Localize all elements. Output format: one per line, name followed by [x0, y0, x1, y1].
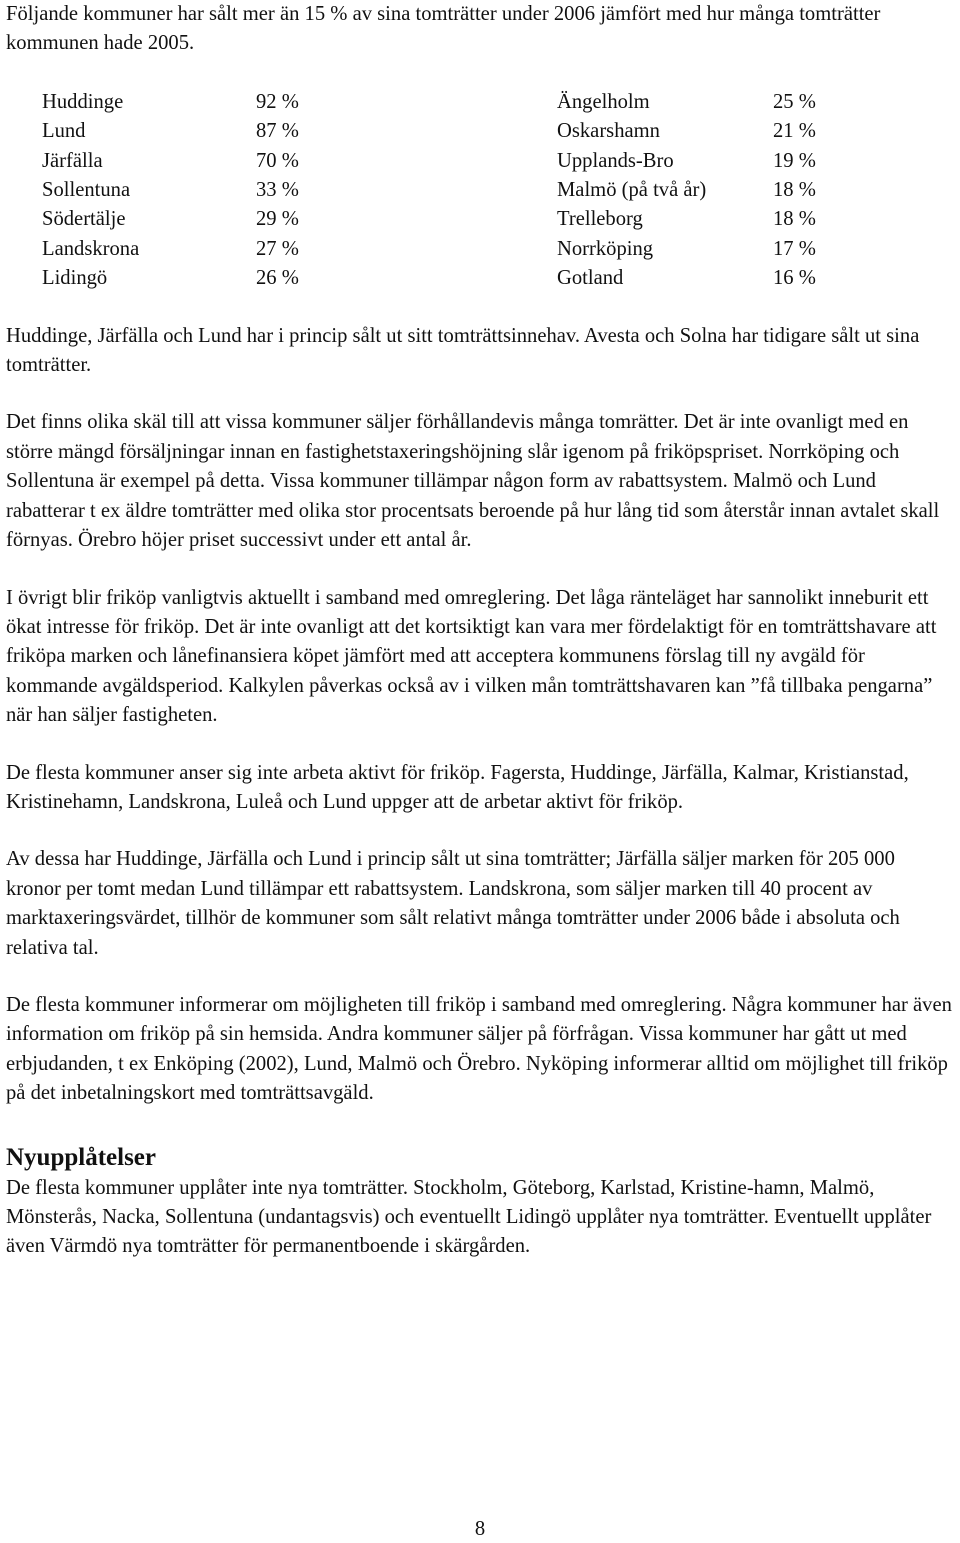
sold-percentage: 25 % — [773, 90, 816, 113]
table-row — [42, 205, 853, 234]
municipality-name: Trelleborg — [557, 208, 643, 231]
body-paragraph: De flesta kommuner anser sig inte arbeta aktivt för friköp. Fagersta, Huddinge, Järfälla, Kalmar, Kristianstad, Kristinehamn, Landskrona, Luleå och Lund uppger att de arbetar aktivt för friköp. — [6, 761, 909, 813]
page-number: 8 — [474, 1518, 486, 1540]
table-row — [42, 147, 853, 176]
sold-percentage: 33 % — [256, 179, 299, 202]
section-heading: Nyupplåtelser — [6, 1143, 156, 1171]
table-row — [42, 88, 853, 117]
sold-percentage: 92 % — [256, 90, 299, 113]
sold-percentage: 19 % — [773, 149, 816, 172]
body-paragraph: I övrigt blir friköp vanligtvis aktuellt i samband med omreglering. Det låga ränteläget har sannolikt inneburit ett ökat intresse för friköp. Det är inte ovanligt att det kortsiktigt kan vara mer fördelaktigt för en tomträttshavare att friköpa marken och lånefinansiera köpet jämfört med att acceptera kommunens förslag till ny avgäld för kommande avgäldsperiod. Kalkylen påverkas också av i vilken mån tomträttshavaren kan ”få tillbaka pengarna” när han säljer fastigheten. — [6, 586, 937, 727]
municipality-name: Järfälla — [42, 149, 103, 172]
municipality-name: Norrköping — [557, 237, 654, 260]
intro-paragraph: Följande kommuner har sålt mer än 15 % av sina tomträtter under 2006 jämfört med hur många tomträtter kommunen hade 2005. — [6, 3, 881, 55]
document-page — [6, 0, 952, 1262]
municipality-name: Malmö (på två år) — [557, 179, 707, 202]
municipality-name: Huddinge — [42, 90, 124, 113]
table-row — [42, 176, 853, 205]
sold-percentage: 70 % — [256, 149, 299, 172]
sold-percentage: 27 % — [256, 237, 299, 260]
table-row — [42, 235, 853, 264]
body-paragraph: Huddinge, Järfälla och Lund har i princip sålt ut sitt tomträttsinnehav. Avesta och Solna har tidigare sålt ut sina tomträtter. — [6, 324, 920, 377]
municipality-name: Södertälje — [42, 208, 126, 231]
sold-percentage: 17 % — [773, 237, 816, 260]
sold-percentage: 16 % — [773, 267, 816, 290]
sold-percentage: 26 % — [256, 267, 299, 290]
sold-percentage: 18 % — [773, 208, 816, 231]
municipality-name: Gotland — [557, 267, 624, 290]
municipality-name: Lund — [42, 120, 86, 143]
section-paragraph: De flesta kommuner upplåter inte nya tomträtter. Stockholm, Göteborg, Karlstad, Kristine-hamn, Malmö, Mönsterås, Nacka, Sollentuna (undantagsvis) och eventuellt Lidingö upplåter nya tomträtter. Eventuellt upplåter även Värmdö nya tomträtter för permanentboende i skärgården. — [6, 1176, 932, 1258]
sold-percentage: 21 % — [773, 120, 816, 143]
municipality-name: Landskrona — [42, 237, 140, 260]
body-paragraph: De flesta kommuner informerar om möjligheten till friköp i samband med omreglering. Några kommuner har även information om friköp på sin hemsida. Andra kommuner säljer på förfrågan. Vissa kommuner har gått ut med erbjudanden, t ex Enköping (2002), Lund, Malmö och Örebro. Nyköping informerar alltid om möjlighet till friköp på det inbetalningskort med tomträttsavgäld. — [6, 993, 952, 1105]
sales-table — [42, 88, 853, 294]
table-row — [42, 264, 853, 293]
municipality-name: Upplands-Bro — [557, 149, 674, 172]
sold-percentage: 18 % — [773, 179, 816, 202]
municipality-name: Sollentuna — [42, 179, 131, 202]
sold-percentage: 87 % — [256, 120, 299, 143]
sold-percentage: 29 % — [256, 208, 299, 231]
body-paragraph: Det finns olika skäl till att vissa kommuner säljer förhållandevis många tomrätter. Det är inte ovanligt med en större mängd försäljningar innan en fastighetstaxeringshöjning slår igenom på friköpspriset. Norrköping och Sollentuna är exempel på detta. Vissa kommuner tillämpar någon form av rabattsystem. Malmö och Lund rabatterar t ex äldre tomträtter med olika stor procentsats beroende på hur lång tid som återstår innan avtalet skall förnyas. Örebro höjer priset successivt under ett antal år. — [6, 411, 940, 552]
municipality-name: Ängelholm — [557, 90, 650, 113]
body-paragraph: Av dessa har Huddinge, Järfälla och Lund i princip sålt ut sina tomträtter; Järfälla säljer marken för 205 000 kronor per tomt medan Lund tillämpar ett rabattsystem. Landskrona, som säljer marken till 40 procent av marktaxeringsvärdet, tillhör de kommuner som sålt relativt många tomträtter under 2006 både i absoluta och relativa tal. — [6, 848, 900, 959]
table-row — [42, 117, 853, 146]
municipality-name: Oskarshamn — [557, 120, 660, 143]
municipality-name: Lidingö — [42, 267, 108, 290]
